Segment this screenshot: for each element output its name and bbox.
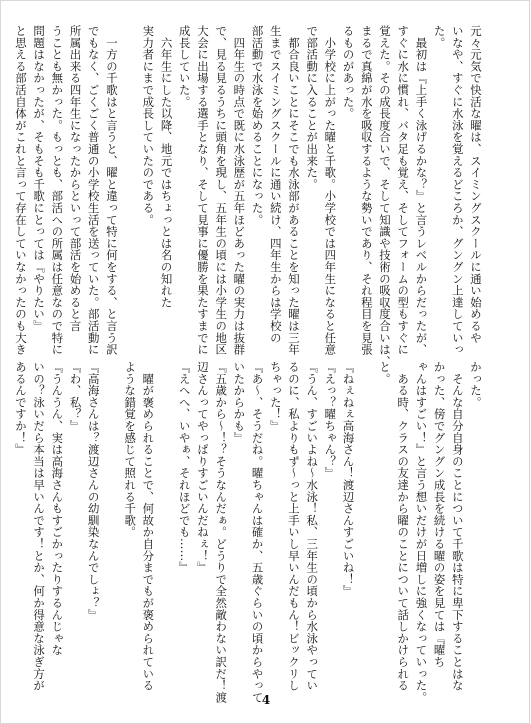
text-line: 成長していた。 bbox=[177, 25, 192, 108]
text-line bbox=[157, 361, 175, 671]
text-line: あるんですか！』 bbox=[13, 361, 28, 456]
text-line: と思える部活自体がこれと言って存在していなかったのも大き bbox=[13, 25, 28, 356]
text-line: いなや、すぐに水泳を覚えるどころか、グングン上達していっ bbox=[450, 25, 465, 356]
text-line: ような錯覚を感じて照れる千歌。 bbox=[123, 361, 138, 538]
text-line: 『ねぇねぇ高海さん！渡辺さんすごいね！』 bbox=[341, 361, 356, 597]
text-line: うことも無かった。もっとも、部活への所属は任意なので特に bbox=[50, 25, 65, 356]
text-line: 『えへへ、いやぁ、それほどでも……』 bbox=[177, 361, 192, 574]
text-line: 曜が褒められることで、何故か自分までもが褒められている bbox=[141, 361, 156, 692]
text-line: 所属出来る四年生になったからといって部活を始めると言 bbox=[68, 25, 83, 332]
text-line: 大会に出場する選手となり、そして見事に優勝を果たすまでに bbox=[195, 25, 210, 356]
upper-text-block bbox=[13, 25, 485, 368]
text-line: 『えっ？曜ちゃん？』 bbox=[323, 361, 338, 479]
text-line: ちゃった！』 bbox=[268, 361, 283, 432]
text-line: で部活動に入ることが出来た。 bbox=[305, 25, 320, 191]
text-line: 『うん、すごいよね～水泳！私、三年生の頃から水泳やってい bbox=[305, 361, 320, 692]
text-line: すぐに水に慣れ、バタ足も覚え、そしてフォームの型もすぐに bbox=[396, 25, 411, 356]
text-line: 『あ～、そうだね。曜ちゃんは確か、五歳ぐらいの頃からやって bbox=[250, 361, 265, 704]
text-line: 辺さんってやっぱりすごいんだねぇ！』 bbox=[195, 361, 210, 574]
text-line: 『うんうん、実は高海さんもすごかったりするんじゃな bbox=[50, 361, 65, 656]
text-line: と。 bbox=[377, 361, 392, 385]
text-line: 『五歳から～！？そうなんだぁ。どうりで全然敵わない訳だ！渡 bbox=[214, 361, 229, 704]
text-line: 問題はなかったが、そもそも千歌にとっては『やりたい』 bbox=[32, 25, 47, 332]
text-line: 部活動で水泳を始めることになった。 bbox=[250, 25, 265, 226]
page-number: 4 bbox=[261, 693, 271, 707]
text-line: 最初は『上手く泳げるかな？』と言うレベルからだったが、 bbox=[414, 25, 429, 356]
text-line bbox=[121, 25, 139, 321]
text-line: 覚えた。その成長度合いで、そして知識や技術の吸収度合いは、 bbox=[377, 25, 392, 368]
text-line: た。 bbox=[432, 25, 447, 49]
text-line bbox=[103, 361, 121, 671]
text-line: 『わ、私？』 bbox=[68, 361, 83, 432]
text-line: 都合良いことにそこでも水泳部があることを知った曜は三年 bbox=[286, 25, 301, 356]
text-line: で、見る見るうちに頭角を現し、五年生の頃には小学生の地区 bbox=[214, 25, 229, 356]
text-line: いたからかも』 bbox=[232, 361, 247, 444]
text-line: 『高海さんは？渡辺さんの幼馴染なんでしょ？』 bbox=[86, 361, 101, 621]
text-line: 六年生にした以降、地元ではちょっとは名の知れた bbox=[159, 25, 174, 309]
text-line: いの？泳いだら本当は早いんです！とか、何か得意な泳ぎ方が bbox=[32, 361, 47, 692]
text-line: るのに、私よりもず～っと上手いし早いんだもん！ビックリし bbox=[286, 361, 301, 692]
text-line: でもなく、ごくごく普通の小学校生活を送っていた。部活動に bbox=[86, 25, 101, 356]
text-line: そんな自分自身のことについて千歌は特に卑下することはな bbox=[450, 361, 465, 692]
text-line: かった、傍でグングン成長を続ける曜の姿を見ては『曜ち bbox=[432, 361, 447, 668]
text-line: ある時、クラスの友達から曜のことについて話しかけられる bbox=[396, 361, 411, 692]
text-line: かった。 bbox=[469, 361, 483, 409]
text-line: 生までスイミングスクールに通い続け、四年生からは学校の bbox=[268, 25, 283, 344]
text-line: るものがあった。 bbox=[341, 25, 356, 120]
text-line: まるで真綿が水を吸収するような勢いであり、それ程目を見張 bbox=[359, 25, 374, 356]
text-line: ゃんはすごい！』と言う想いだけが日増しに強くなっていった。 bbox=[414, 361, 429, 704]
text-line: 実力者にまで成長していたのである。 bbox=[141, 25, 156, 226]
text-line: 小学校に上がった曜と千歌。小学校では四年生になると任意 bbox=[323, 25, 338, 356]
text-line: 一方の千歌はと言うと、曜と違って特に何をする、と言う訳 bbox=[104, 25, 119, 356]
text-line: 元々元気で快活な曜は、スイミングスクールに通い始めるや bbox=[469, 25, 483, 344]
lower-text-block bbox=[13, 361, 485, 704]
text-line: 四年生の時点で既に水泳歴が五年ほどあった曜の実力は抜群 bbox=[232, 25, 247, 356]
text-line bbox=[358, 361, 376, 671]
